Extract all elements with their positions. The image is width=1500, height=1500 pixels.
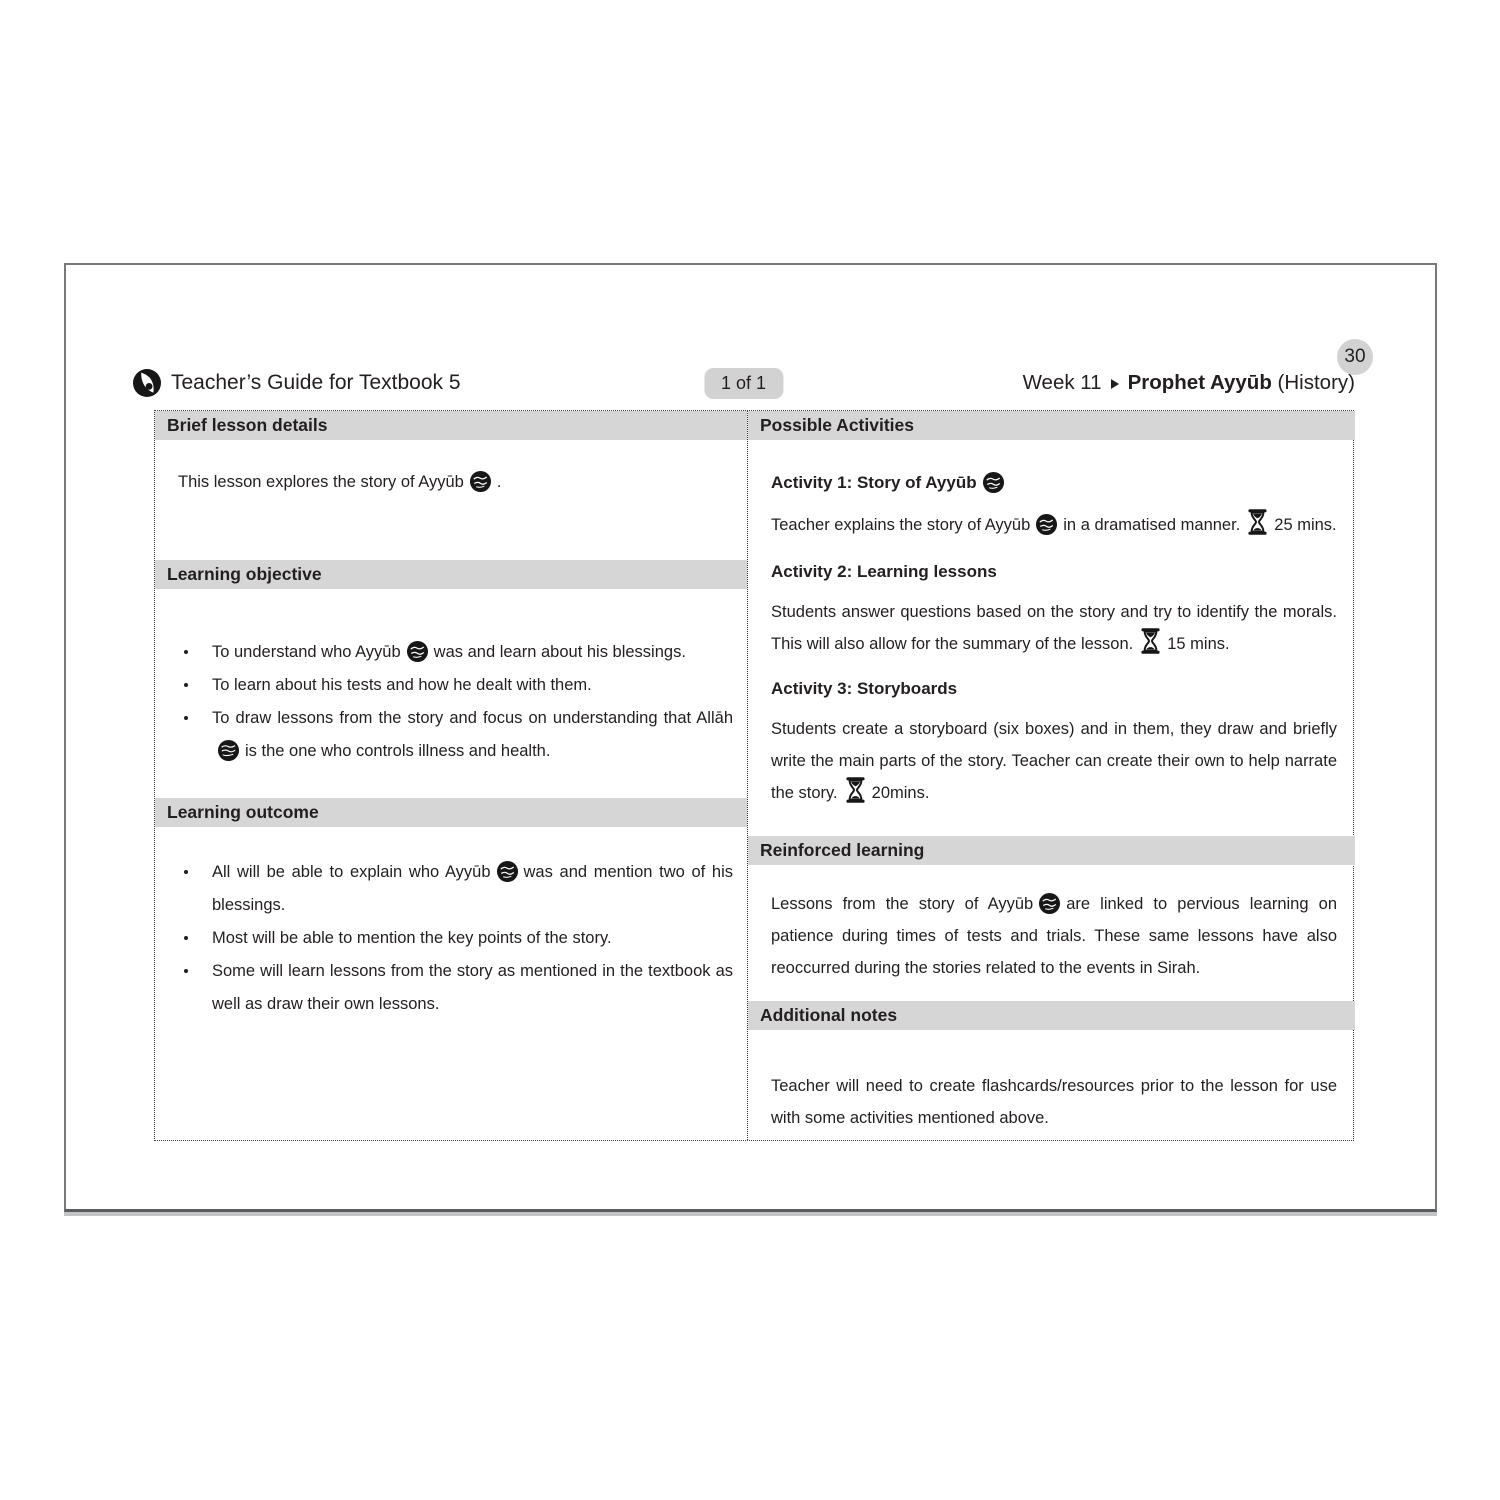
topic-title: Prophet Ayyūb [1127,371,1272,394]
bullet-dot [184,936,188,940]
page-header [132,365,1355,401]
outcome-2-text: Most will be able to mention the key points of the story. [212,929,612,947]
list-item [155,856,733,922]
document-page [64,263,1437,1212]
objective-1-post: was and learn about his blessings. [433,643,686,661]
header-brand [132,368,461,398]
arrow-right-icon [1111,379,1119,389]
list-item [155,636,733,669]
hourglass-icon [1141,628,1160,654]
activity-2-duration: 15 mins. [1167,635,1230,653]
reinforced-pre: Lessons from the story of Ayyūb [771,895,1034,913]
week-topic-heading [1023,371,1355,395]
activity-3-text: Students create a storyboard (six boxes) and in them, they draw and briefly write the main parts of the story. Teacher can create their own to help narrate the story. [771,720,1337,802]
bullet-dot [184,870,188,874]
additional-notes-body: Teacher will need to create flashcards/resources prior to the lesson for use with some activities mentioned above. [771,1077,1337,1127]
lesson-plan-grid [154,410,1354,1141]
brief-text-post: . [496,473,502,491]
section-header-reinforced-learning: Reinforced learning [748,836,1355,865]
bullet-dot [184,683,188,687]
sheet-count-badge: 1 of 1 [704,368,783,399]
objective-3-pre: To draw lessons from the story and focus on understanding that Allāh [212,709,733,727]
reinforced-post: are linked to pervious learning on patience during times of tests and trials. These same lessons have also reoccurred during the stories related to the events in Sirah. [771,895,1337,977]
right-column [748,411,1355,1140]
objective-1-pre: To understand who Ayyūb [212,643,401,661]
section-header-possible-activities: Possible Activities [748,411,1355,440]
activity-3-duration: 20mins. [871,784,930,802]
brief-lesson-text [155,466,747,498]
objective-3-post: is the one who controls illness and health. [245,742,551,760]
alayhis-salam-icon [469,470,492,493]
document-title: Teacher’s Guide for Textbook 5 [171,371,461,394]
learning-outcome-list [155,856,747,1021]
outcome-1-post: was and mention two of his blessings. [212,863,734,914]
outcome-1-pre: All will be able to explain who Ayyūb [212,863,491,881]
page-number-badge: 30 [1337,339,1373,375]
activity-1-title [748,471,1355,494]
hourglass-icon [846,777,865,803]
bullet-dot [184,969,188,973]
activity-1-post: in a dramatised manner. [1063,516,1241,534]
activity-1-title-text: Activity 1: Story of Ayyūb [771,472,977,492]
activity-1-duration: 25 mins. [1274,516,1337,534]
list-item [155,922,733,955]
hourglass-icon [1248,509,1267,535]
alayhis-salam-icon [496,860,519,883]
bullet-dot [184,650,188,654]
list-item [155,669,733,702]
section-header-brief-lesson-details: Brief lesson details [155,411,747,440]
section-header-additional-notes: Additional notes [748,1001,1355,1030]
topic-note: (History) [1271,371,1355,394]
section-header-learning-objective: Learning objective [155,560,747,589]
objective-2-text: To learn about his tests and how he dealt with them. [212,676,592,694]
alayhis-salam-icon [1038,892,1061,915]
brief-text-pre: This lesson explores the story of Ayyūb [178,473,464,491]
publisher-logo-icon [132,368,162,398]
learning-objective-list [155,636,747,768]
week-label: Week 11 [1022,371,1102,394]
bullet-dot [184,716,188,720]
list-item [155,955,733,1021]
activity-2-text: Students answer questions based on the story and try to identify the morals. This will also allow for the summary of the lesson. [771,603,1337,653]
activity-3-body [748,713,1355,809]
list-item [155,702,733,768]
honorific-allah-icon [217,739,240,762]
activity-3-title: Activity 3: Storyboards [771,679,958,698]
activity-1-body [748,509,1355,541]
alayhis-salam-icon [982,471,1005,494]
alayhis-salam-icon [406,640,429,663]
activity-1-pre: Teacher explains the story of Ayyūb [771,516,1031,534]
section-header-learning-outcome: Learning outcome [155,798,747,827]
left-column [155,411,748,1140]
activity-2-title: Activity 2: Learning lessons [771,562,997,581]
outcome-3-text: Some will learn lessons from the story as mentioned in the textbook as well as draw their own lessons. [212,962,733,1013]
reinforced-learning-body [748,888,1355,984]
alayhis-salam-icon [1035,513,1058,536]
activity-2-body [748,596,1355,660]
